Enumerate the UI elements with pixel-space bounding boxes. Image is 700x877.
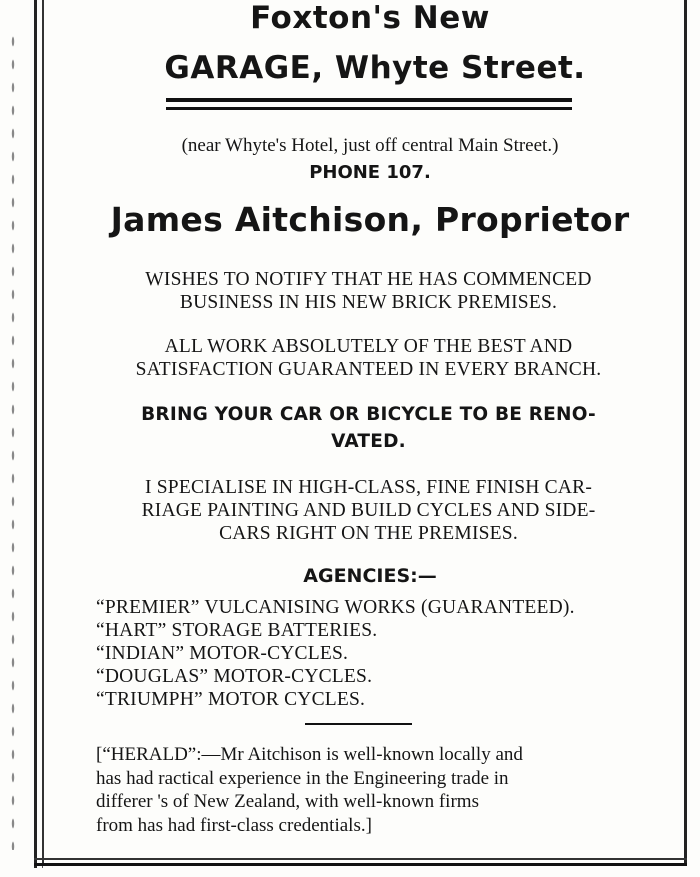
- notify-line-1: WISHES TO NOTIFY THAT HE HAS COMMENCED: [145, 269, 592, 290]
- phone-number: PHONE 107.: [309, 162, 431, 183]
- heading-double-rule: [166, 98, 572, 110]
- bring-line-1: BRING YOUR CAR OR BICYCLE TO BE RENO-: [141, 404, 596, 425]
- heading-line-1: Foxton's New: [250, 0, 490, 36]
- specialise-line-2: RIAGE PAINTING AND BUILD CYCLES AND SIDE-: [141, 500, 596, 521]
- left-border-inner: [42, 0, 44, 866]
- notify-paragraph: [96, 268, 641, 314]
- right-border: [684, 0, 687, 866]
- herald-line-3: differer 's of New Zealand, with well-known firms: [96, 791, 479, 812]
- address-line: (near Whyte's Hotel, just off central Main Street.): [181, 135, 559, 156]
- proprietor-name: James Aitchison, Proprietor: [110, 200, 630, 239]
- agencies-list: [96, 596, 676, 711]
- page-edge-speckle: [10, 30, 16, 850]
- agency-item: “INDIAN” MOTOR-CYCLES.: [96, 643, 349, 664]
- agency-item: “PREMIER” VULCANISING WORKS (GUARANTEED).: [96, 597, 575, 618]
- work-line-1: ALL WORK ABSOLUTELY OF THE BEST AND: [164, 336, 573, 357]
- agency-item: “HART” STORAGE BATTERIES.: [96, 620, 378, 641]
- herald-note: [96, 743, 641, 837]
- herald-line-2: has had ractical experience in the Engineering trade in: [96, 767, 509, 789]
- specialise-paragraph: [96, 476, 641, 545]
- bring-paragraph: [96, 401, 641, 455]
- herald-line-1: [“HERALD”:—Mr Aitchison is well-known locally and: [96, 744, 523, 765]
- agencies-heading: AGENCIES:—: [303, 565, 437, 587]
- work-paragraph: [96, 335, 641, 381]
- bring-line-2: VATED.: [331, 431, 406, 452]
- work-line-2: SATISFACTION GUARANTEED IN EVERY BRANCH.: [135, 359, 602, 380]
- specialise-line-3: CARS RIGHT ON THE PREMISES.: [219, 523, 518, 544]
- bottom-border: [34, 858, 687, 866]
- agency-item: “DOUGLAS” MOTOR-CYCLES.: [96, 666, 373, 687]
- specialise-line-1: I SPECIALISE IN HIGH-CLASS, FINE FINISH CAR-: [144, 477, 593, 498]
- agency-item: “TRIUMPH” MOTOR CYCLES.: [96, 689, 366, 710]
- herald-line-4: from has had first-class credentials.]: [96, 814, 372, 836]
- notify-line-2: BUSINESS IN HIS NEW BRICK PREMISES.: [179, 292, 558, 313]
- section-divider: [305, 723, 412, 725]
- heading-line-2: GARAGE, Whyte Street.: [164, 50, 586, 86]
